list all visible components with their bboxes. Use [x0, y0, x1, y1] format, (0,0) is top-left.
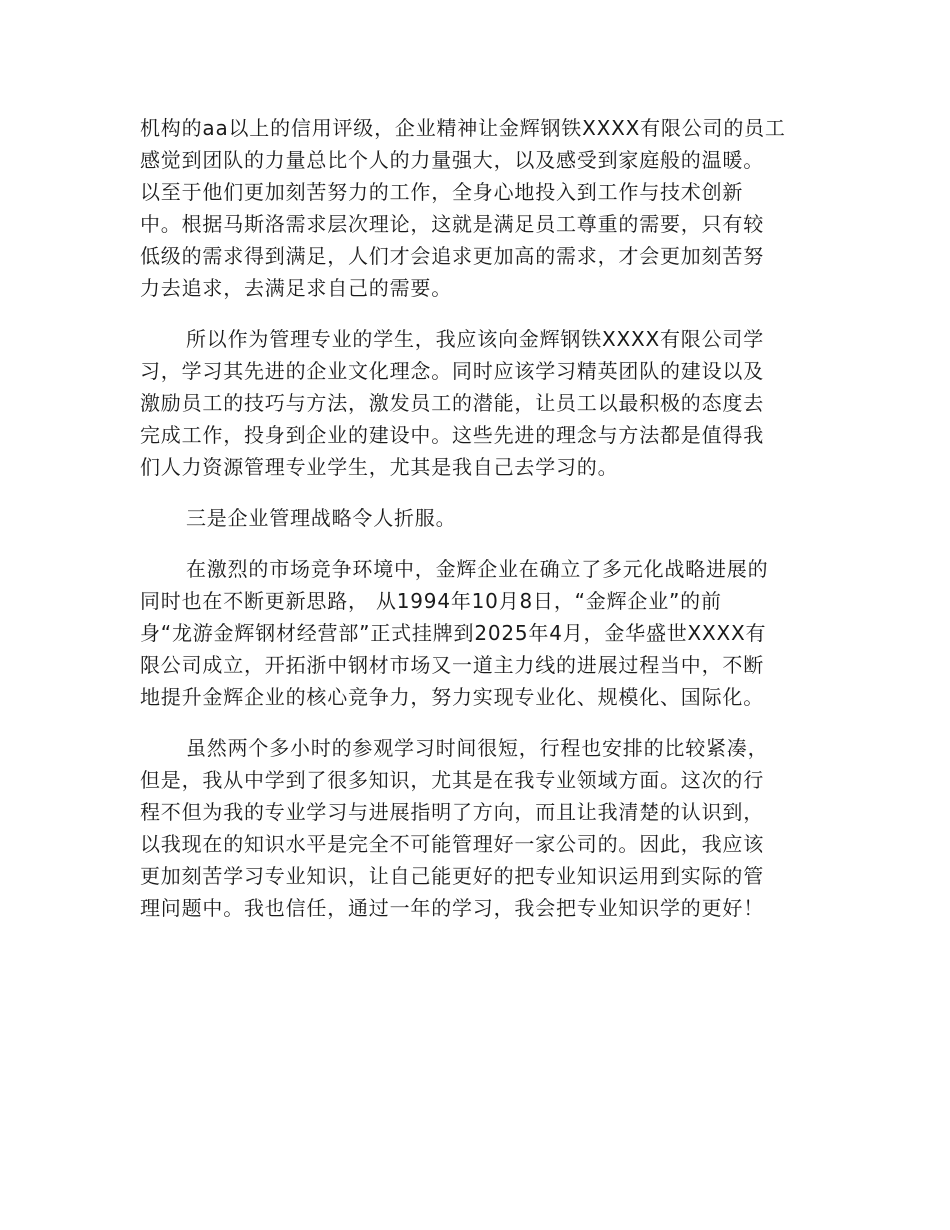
text-line: 理问题中。我也信任，通过一年的学习，我会把专业知识学的更好！	[140, 896, 764, 920]
text-line: 在激烈的市场竞争环境中，金辉企业在确立了多元化战略进展的	[186, 557, 769, 581]
text-line: 地提升金辉企业的核心竞争力，努力实现专业化、规模化、国际化。	[140, 685, 764, 709]
text-line: 完成工作，投身到企业的建设中。这些先进的理念与方法都是值得我	[140, 423, 764, 447]
text-line: 虽然两个多小时的参观学习时间很短，行程也安排的比较紧凑，	[186, 736, 769, 760]
text-line: 低级的需求得到满足，人们才会追求更加高的需求，才会更加刻苦努	[140, 244, 764, 268]
text-line: 们人力资源管理专业学生，尤其是我自己去学习的。	[140, 455, 619, 479]
text-line: 以至于他们更加刻苦努力的工作，全身心地投入到工作与技术创新	[140, 180, 744, 204]
text-line: 机构的aa以上的信用评级，企业精神让金辉钢铁XXXX有限公司的员工	[140, 116, 786, 140]
text-line: 感觉到团队的力量总比个人的力量强大，以及感受到家庭般的温暖。	[140, 148, 764, 172]
text-line: 身“龙游金辉钢材经营部”正式挂牌到2025年4月，金华盛世XXXX有	[140, 621, 767, 645]
section-heading: 三是企业管理战略令人折服。	[186, 506, 457, 530]
text-line: 激励员工的技巧与方法，激发员工的潜能，让员工以最积极的态度去	[140, 391, 764, 415]
text-line: 中。根据马斯洛需求层次理论，这就是满足员工尊重的需要，只有较	[140, 212, 764, 236]
text-line: 所以作为管理专业的学生，我应该向金辉钢铁XXXX有限公司学	[186, 327, 765, 351]
text-line: 习，学习其先进的企业文化理念。同时应该学习精英团队的建设以及	[140, 359, 764, 383]
text-line: 限公司成立，开拓浙中钢材市场又一道主力线的进展过程当中，不断	[140, 653, 764, 677]
text-line: 力去追求，去满足求自己的需要。	[140, 276, 452, 300]
text-line: 程不但为我的专业学习与进展指明了方向，而且让我清楚的认识到，	[140, 800, 764, 824]
text-line: 更加刻苦学习专业知识，让自己能更好的把专业知识运用到实际的管	[140, 864, 764, 888]
text-line: 但是，我从中学到了很多知识，尤其是在我专业领域方面。这次的行	[140, 768, 764, 792]
text-line: 以我现在的知识水平是完全不可能管理好一家公司的。因此，我应该	[140, 832, 764, 856]
text-line: 同时也在不断更新思路， 从1994年10月8日，“金辉企业”的前	[140, 589, 722, 613]
